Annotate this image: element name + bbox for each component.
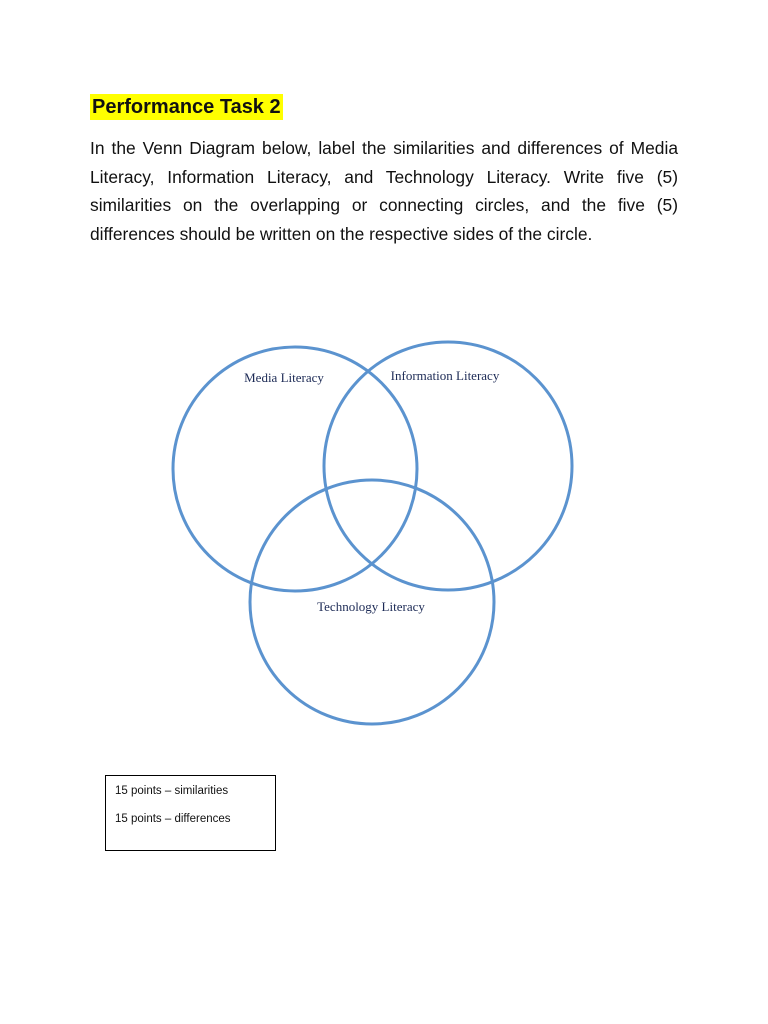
points-box	[105, 775, 276, 851]
technology-literacy-label: Technology Literacy	[317, 599, 425, 614]
information-literacy-circle	[324, 342, 572, 590]
similarities-points: 15 points – similarities	[115, 785, 229, 797]
media-literacy-label: Media Literacy	[244, 370, 324, 385]
differences-points: 15 points – differences	[115, 813, 231, 825]
information-literacy-label: Information Literacy	[390, 368, 500, 383]
technology-literacy-circle	[250, 480, 494, 724]
media-literacy-circle	[173, 347, 417, 591]
page-title: Performance Task 2	[92, 96, 281, 118]
instructions-paragraph: In the Venn Diagram below, label the similarities and differences of Media Literacy, Information Literacy, and Technology Literacy. Write five (5) similarities on the overlapping or connecting circles, and the five (5) differences should be written on the respective sides of the circle.	[90, 138, 678, 244]
